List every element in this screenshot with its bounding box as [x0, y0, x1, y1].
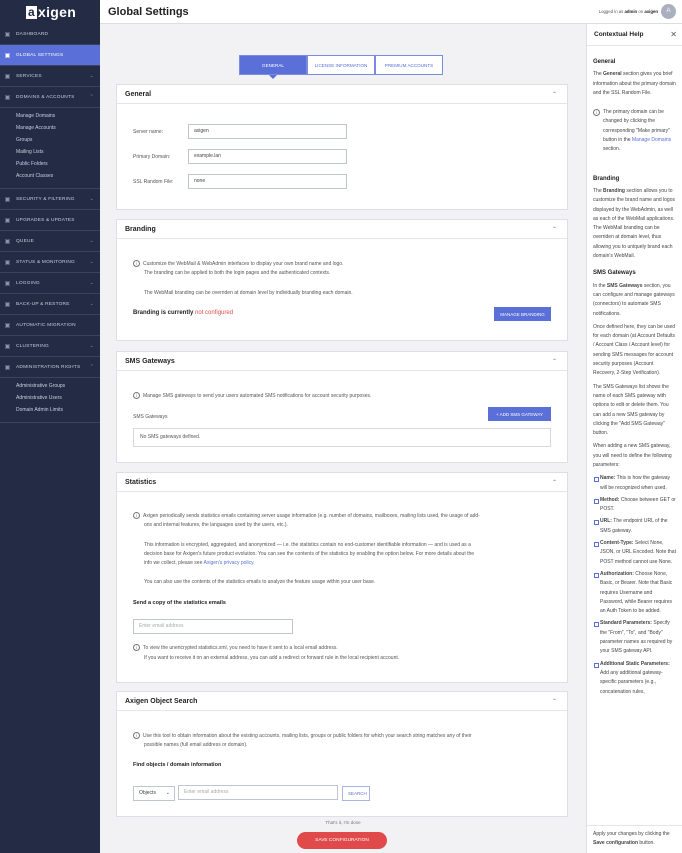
tab-general[interactable]: GENERAL: [239, 55, 307, 75]
backup-icon: ▣: [4, 301, 11, 308]
chevron-down-icon[interactable]: ⌄: [89, 301, 94, 307]
sidebar-item-domains-accounts[interactable]: [0, 87, 100, 108]
sidebar-item-label: GLOBAL SETTINGS: [16, 52, 64, 58]
help-branding-heading: Branding: [593, 175, 620, 182]
help-sms-text: The SMS Gateways list shows the name of each SMS gateway with options to edit or delete them. You can add a new SMS gateway by clicking the "Add SMS Gateway" button.: [593, 383, 669, 437]
sidebar-item-label: SERVICES: [16, 73, 42, 79]
sidebar-item-administration-rights[interactable]: [0, 357, 100, 378]
chevron-up-icon[interactable]: ⌃: [89, 94, 94, 100]
statistics-note-line: If you want to receive it on an external address, you can add a redirect or forward rule in the local recipient account.: [144, 655, 400, 661]
chevron-down-icon[interactable]: ⌄: [89, 196, 94, 202]
admin-icon: ▣: [4, 364, 11, 371]
help-general-note: i The primary domain can be changed by clicking the corresponding "Make primary" button in the Manage Domains section.: [593, 108, 676, 154]
help-parameter-list: [593, 474, 676, 697]
sidebar-item-label: ADMINISTRATION RIGHTS: [16, 364, 81, 370]
statistics-info-line: ons and internal features, the languages used by the users, etc.).: [144, 522, 288, 528]
sidebar-item-label: DOMAINS & ACCOUNTS: [16, 94, 75, 100]
info-icon: i: [133, 512, 140, 519]
page-title: Global Settings: [108, 5, 189, 18]
general-panel: [116, 84, 568, 210]
sidebar-subitem[interactable]: Manage Accounts: [16, 125, 56, 131]
help-list-item: Authorization: Choose None, Basic, or Bearer. Note that Basic requires Username and Password, while Bearer requires an Auth Token to be added.: [600, 570, 676, 616]
ssl-random-file-label: SSL Random File:: [133, 179, 174, 185]
statistics-panel: [116, 472, 568, 683]
add-sms-gateway-button[interactable]: + ADD SMS GATEWAY: [488, 407, 551, 421]
sidebar: [0, 0, 100, 853]
sidebar-subitem[interactable]: Groups: [16, 137, 33, 143]
refresh-icon: ▣: [4, 217, 11, 224]
tab-license-information[interactable]: LICENSE INFORMATION: [307, 55, 375, 75]
sidebar-item-label: LOGGING: [16, 280, 40, 286]
settings-tabs: [239, 55, 443, 75]
sidebar-item-label: UPGRADES & UPDATES: [16, 217, 75, 223]
branding-override-note: The WebMail branding can be overriden at domain level by individually branding each domain.: [144, 290, 353, 296]
panel-header[interactable]: SMS Gateways ⌃: [117, 352, 567, 371]
sms-gateways-panel: [116, 351, 568, 463]
migration-icon: ▣: [4, 322, 11, 329]
sidebar-subitem[interactable]: Administrative Groups: [16, 383, 66, 389]
cluster-icon: ▣: [4, 343, 11, 350]
shield-icon: ▣: [4, 196, 11, 203]
sidebar-item-automatic-migration[interactable]: [0, 315, 100, 336]
info-icon: i: [133, 260, 140, 267]
sidebar-item-logging[interactable]: [0, 273, 100, 294]
list-icon: ▣: [4, 73, 11, 80]
panel-header[interactable]: Axigen Object Search ⌃: [117, 692, 567, 711]
panel-header[interactable]: Branding ⌃: [117, 220, 567, 239]
sidebar-item-label: QUEUE: [16, 238, 35, 244]
statistics-privacy-line: decision base for Axigen's future product evolution. You can see the contents of the statistics by enabling the option below. For more details about the: [144, 551, 475, 557]
login-info: Logged in as admin on axigen: [598, 9, 658, 14]
save-configuration-button[interactable]: SAVE CONFIGURATION: [297, 832, 387, 849]
home-icon: ▣: [4, 31, 11, 38]
help-list-item: Name: This is how the gateway will be recognized when used.: [600, 474, 676, 493]
branding-status: Branding is currently not configured: [133, 310, 234, 316]
collapse-icon[interactable]: ⌃: [551, 358, 557, 365]
primary-domain-label: Primary Domain:: [133, 154, 171, 160]
help-body: [587, 46, 682, 704]
sidebar-item-upgrades-updates[interactable]: [0, 210, 100, 231]
primary-domain-input[interactable]: example.lan: [188, 149, 347, 164]
chevron-up-icon[interactable]: ⌃: [89, 364, 94, 370]
manage-domains-link[interactable]: Manage Domains: [631, 137, 672, 144]
sidebar-submenu: [0, 108, 100, 189]
chevron-down-icon: ⌄: [165, 790, 170, 796]
statistics-privacy-line: info we collect, please see Axigen's privacy policy.: [144, 560, 255, 566]
sidebar-subitem[interactable]: Public Folders: [16, 161, 48, 167]
object-search-input[interactable]: Enter email address: [178, 785, 338, 800]
sidebar-nav: [0, 24, 100, 423]
collapse-icon[interactable]: ⌃: [551, 91, 557, 98]
sidebar-subitem[interactable]: Domain Admin Limits: [16, 407, 63, 413]
info-icon: i: [133, 732, 140, 739]
chevron-down-icon[interactable]: ⌄: [89, 238, 94, 244]
chevron-down-icon[interactable]: ⌄: [89, 280, 94, 286]
branding-info-line: The branding can be applied to both the login pages and the authenticated contexts.: [144, 270, 331, 276]
search-info-line: possible names (full email address or domain).: [144, 742, 248, 748]
sms-info: i Manage SMS gateways to send your users automated SMS notifications for account security purposes.: [133, 392, 371, 402]
ssl-random-file-input[interactable]: none: [188, 174, 347, 189]
active-tab-indicator: [269, 75, 277, 79]
sidebar-item-label: CLUSTERING: [16, 343, 49, 349]
search-button[interactable]: SEARCH: [342, 786, 370, 801]
branding-panel: [116, 219, 568, 341]
server-name-input[interactable]: axigen: [188, 124, 347, 139]
help-header: Contextual Help ✕: [587, 24, 682, 46]
help-sms-heading: SMS Gateways: [593, 270, 636, 277]
top-bar: [100, 0, 682, 24]
sidebar-item-label: STATUS & MONITORING: [16, 259, 75, 265]
statistics-email-input[interactable]: Enter email address: [133, 619, 293, 634]
monitor-icon: ▣: [4, 259, 11, 266]
info-icon: i: [593, 109, 600, 116]
search-info: i Use this tool to obtain information about the existing accounts, mailing lists, groups or public folders for which your search string matches any of their: [133, 732, 472, 742]
help-list-item: Content-Type: Select None, JSON, or URL Encoded. Note that POST method cannot use None.: [600, 539, 676, 567]
chevron-down-icon[interactable]: ⌄: [89, 259, 94, 265]
sidebar-item-label: DASHBOARD: [16, 31, 49, 37]
collapse-icon[interactable]: ⌃: [551, 698, 557, 705]
find-objects-label: Find objects / domain information: [133, 762, 222, 768]
sidebar-subitem[interactable]: Manage Domains: [16, 113, 56, 119]
help-list-item: Method: Choose between GET or POST.: [600, 496, 676, 515]
log-icon: ▣: [4, 280, 11, 287]
privacy-policy-link[interactable]: Axigen's privacy policy: [203, 560, 254, 566]
chevron-down-icon[interactable]: ⌄: [89, 343, 94, 349]
manage-branding-button[interactable]: MANAGE BRANDING: [494, 307, 551, 321]
sidebar-subitem[interactable]: Account Classes: [16, 173, 54, 179]
statistics-usage-note: You can also use the contents of the statistics emails to analyze the feature usage within your user base.: [144, 579, 376, 585]
sidebar-item-back-up-restore[interactable]: [0, 294, 100, 315]
help-sms-text: Once defined here, they can be used for each domain (at Account Defaults / Account Class / Account level) for sending SMS messages for account security purposes (Account Recovery, 2-Step Verification).: [593, 323, 676, 377]
info-icon: i: [133, 644, 140, 651]
collapse-icon[interactable]: ⌃: [551, 226, 557, 233]
statistics-privacy-line: This information is encrypted, aggregated, and anonymized — i.e. the statistics contain no end-customer identifiable information — and is used as a: [144, 542, 471, 548]
help-list-item: URL: The endpoint URL of the SMS gateway.: [600, 517, 676, 536]
statistics-note: i To view the unencrypted statistics.xml, you need to have it sent to a local email address.: [133, 644, 338, 654]
contextual-help-panel: [586, 24, 682, 853]
server-name-label: Server name:: [133, 129, 164, 135]
sidebar-item-label: BACK-UP & RESTORE: [16, 301, 70, 307]
info-icon: i: [133, 392, 140, 399]
users-icon: ▣: [4, 94, 11, 101]
send-copy-label: Send a copy of the statistics emails: [133, 600, 226, 606]
sidebar-item-security-filtering[interactable]: [0, 189, 100, 210]
object-type-select[interactable]: Objects ⌄: [133, 786, 175, 801]
help-branding-text: The Branding section allows you to customize the brand name and logos displayed by the WebAdmin, as well as each of the WebMail applications. The WebMail branding can be overriden at domain level, thus allowing you to uniquely brand each domain's WebMail.: [593, 187, 675, 260]
sms-gateways-list: No SMS gateways defined.: [133, 428, 551, 447]
sidebar-item-dashboard[interactable]: [0, 24, 100, 45]
sidebar-subitem[interactable]: Administrative Users: [16, 395, 62, 401]
avatar[interactable]: A: [661, 4, 676, 19]
sidebar-item-label: SECURITY & FILTERING: [16, 196, 75, 202]
help-general-text: The General section gives you brief information about the primary domain and the SSL Random File.: [593, 71, 676, 96]
sidebar-item-services[interactable]: [0, 66, 100, 87]
help-general-heading: General: [593, 59, 616, 65]
help-sms-text: When adding a new SMS gateway, you will need to define the following parameters:: [593, 443, 672, 468]
axigen-logo[interactable]: a xigen: [28, 4, 77, 20]
object-search-panel: [116, 691, 568, 817]
branding-info: i Customize the WebMail & WebAdmin interfaces to display your own brand name and logo.: [133, 260, 343, 270]
queue-icon: ▣: [4, 238, 11, 245]
close-icon[interactable]: ✕: [670, 30, 677, 39]
help-list-item: Standard Parameters: Specify the "From", "To", and "Body" parameter names as required by your SMS gateway API.: [600, 619, 676, 656]
tab-premium-accounts[interactable]: PREMIUM ACCOUNTS: [375, 55, 443, 75]
collapse-icon[interactable]: ⌃: [551, 479, 557, 486]
sidebar-item-status-monitoring[interactable]: [0, 252, 100, 273]
done-text: That's it, I'm done: [325, 820, 361, 825]
sms-gateways-label: SMS Gateways: [133, 414, 168, 420]
sidebar-item-global-settings[interactable]: [0, 45, 100, 66]
panel-header[interactable]: General ⌃: [117, 85, 567, 104]
sliders-icon: ▣: [4, 52, 11, 59]
help-sms-text: In the SMS Gateways section, you can configure and manage gateways (connectors) to automate SMS notifications.: [593, 282, 675, 317]
help-footer: Apply your changes by clicking the Save configuration button.: [587, 825, 682, 853]
chevron-down-icon[interactable]: ⌄: [89, 73, 94, 79]
sidebar-item-clustering[interactable]: [0, 336, 100, 357]
panel-header[interactable]: Statistics ⌃: [117, 473, 567, 492]
help-list-item: Additional Static Parameters: Add any additional gateway-specific parameters (e.g., concatenation rules,: [600, 660, 676, 697]
statistics-info: i Axigen periodically sends statistics emails containing server usage information (e.g. number of domains, mailboxes, mailing lists used, the usage of add-: [133, 512, 480, 522]
sidebar-subitem[interactable]: Mailing Lists: [16, 149, 44, 155]
sidebar-submenu: [0, 378, 100, 423]
sidebar-item-queue[interactable]: [0, 231, 100, 252]
sidebar-item-label: AUTOMATIC MIGRATION: [16, 322, 76, 328]
